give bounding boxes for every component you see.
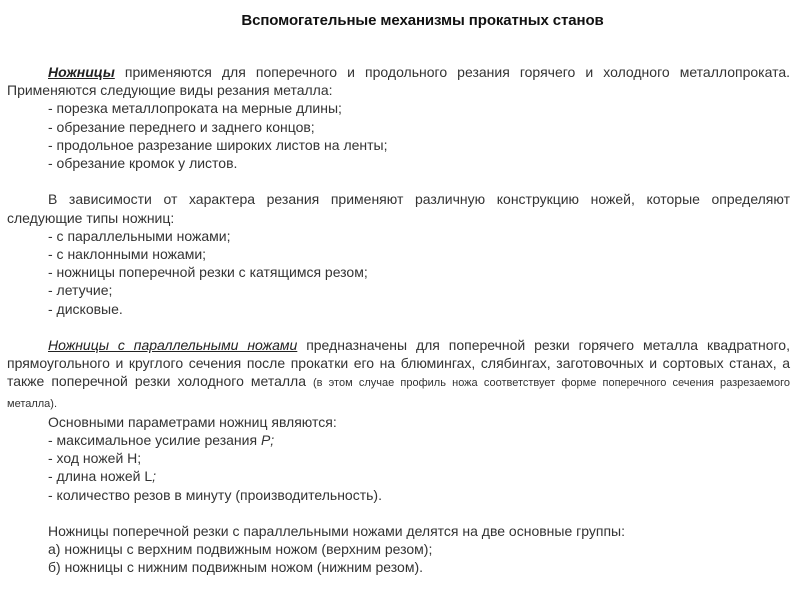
spacer (7, 318, 790, 336)
paragraph-shear-types: В зависимости от характера резания применяют различную конструкцию ножей, которые определяют следующие типы ножниц: (7, 191, 790, 226)
term-parallel-shears: Ножницы с параллельными ножами (48, 337, 298, 354)
list-item: - количество резов в минуту (производительность). (48, 486, 382, 503)
paragraph-parallel-shears (7, 336, 790, 413)
list-item (7, 467, 790, 485)
params-heading: Основными параметрами ножниц являются: (48, 413, 337, 430)
list-item (7, 431, 790, 449)
list-item: - обрезание кромок у листов. (48, 155, 238, 172)
param-symbol: P (260, 432, 271, 449)
list-item: - летучие; (48, 282, 113, 299)
page-title: Вспомогательные механизмы прокатных станов (241, 12, 604, 29)
term-shears: Ножницы (48, 64, 115, 80)
paragraph-note: (в этом случае профиль ножа соответствует форме поперечного сечения разрезаемого металла). (7, 377, 790, 410)
list-item: - порезка металлопроката на мерные длины; (48, 100, 342, 117)
param-end: ; (152, 468, 157, 485)
list-item: а) ножницы с верхним подвижным ножом (верхним резом); (48, 541, 433, 558)
param-text: - максимальное усилие резания (48, 432, 261, 449)
list-item: - ножницы поперечной резки с катящимся резом; (48, 264, 368, 281)
document-body (7, 63, 790, 577)
list-item: - ход ножей Н; (48, 450, 142, 467)
list-item: - с параллельными ножами; (48, 227, 231, 244)
spacer (7, 172, 790, 190)
list-item: - продольное разрезание широких листов на ленты; (48, 136, 388, 153)
list-item: - обрезание переднего и заднего концов; (48, 118, 315, 135)
param-text: - длина ножей L (48, 468, 153, 485)
list-item: б) ножницы с нижним подвижным ножом (нижним резом). (48, 559, 424, 576)
param-end: ; (270, 432, 275, 449)
list-item: - дисковые. (48, 300, 123, 317)
groups-heading: Ножницы поперечной резки с параллельными ножами делятся на две основные группы: (48, 523, 625, 540)
spacer (7, 504, 790, 522)
paragraph-text: предназначены для поперечной резки горячего металла квадратного, прямоугольного и круглого сечения после прокатки его на блюмингах, слябингах, заготовочных и сортовых станах, а также поперечной резки холодного металла (7, 337, 790, 390)
list-item: - с наклонными ножами; (48, 246, 207, 263)
paragraph-shears-intro (7, 63, 790, 99)
paragraph-text: применяются для поперечного и продольного резания горячего и холодного металлопроката. Применяются следующие виды резания металла: (7, 64, 790, 99)
